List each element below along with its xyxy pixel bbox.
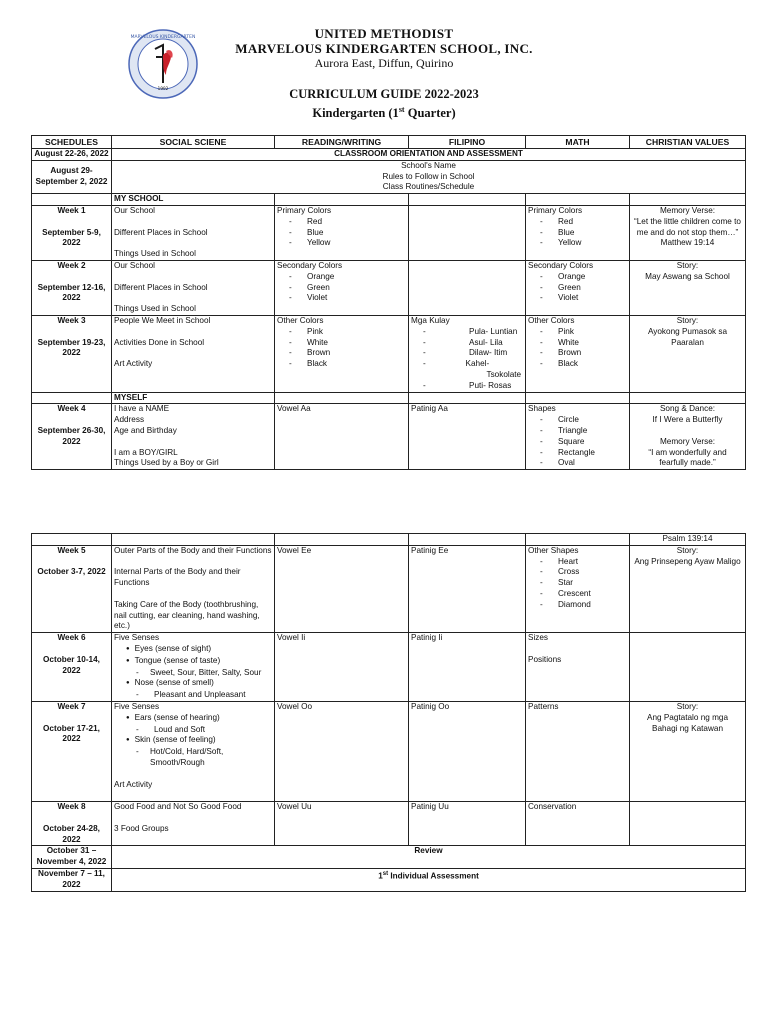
week-dates: September 12-16, 2022 bbox=[37, 282, 106, 303]
list-item: ● Skin (sense of feeling) bbox=[114, 735, 272, 747]
list-item: I have a NAME bbox=[114, 404, 170, 414]
math-cell bbox=[526, 205, 630, 260]
cell-title: Primary Colors bbox=[277, 205, 332, 215]
list-item: Rules to Follow in School bbox=[382, 171, 475, 181]
list-item: Green bbox=[558, 282, 581, 292]
cell-title: Primary Colors bbox=[528, 205, 583, 215]
list-item: Things Used in School bbox=[114, 249, 196, 259]
list-item: ● Nose (sense of smell) bbox=[114, 678, 272, 690]
table-row-week1 bbox=[32, 205, 746, 260]
filipino-cell bbox=[409, 315, 526, 392]
list-item: Positions bbox=[528, 654, 562, 664]
empty-cell bbox=[32, 534, 112, 546]
values-cell bbox=[630, 633, 746, 702]
social-cell bbox=[112, 315, 275, 392]
table-row-psalm bbox=[32, 534, 746, 546]
schedule-cell: October 31 – November 4, 2022 bbox=[32, 846, 112, 869]
week-dates: October 3-7, 2022 bbox=[37, 567, 106, 577]
social-cell bbox=[112, 205, 275, 260]
list-item: Address bbox=[114, 415, 145, 425]
week-label: Week 5 bbox=[57, 545, 86, 555]
empty-cell bbox=[275, 392, 409, 404]
list-item: Brown bbox=[307, 348, 331, 358]
schedule-cell bbox=[32, 633, 112, 702]
social-cell bbox=[112, 260, 275, 315]
list-item: I am a BOY/GIRL bbox=[114, 447, 178, 457]
reading-cell: Vowel Oo bbox=[275, 701, 409, 801]
values-cell bbox=[630, 701, 746, 801]
list-item: Sweet, Sour, Bitter, Salty, Sour bbox=[150, 667, 262, 677]
social-cell bbox=[112, 802, 275, 846]
curriculum-table-1 bbox=[31, 135, 746, 470]
values-cell: Psalm 139:14 bbox=[630, 534, 746, 546]
filipino-cell: Patinig Ii bbox=[409, 633, 526, 702]
math-cell bbox=[526, 315, 630, 392]
table-row-week7 bbox=[32, 701, 746, 801]
social-cell bbox=[112, 404, 275, 470]
empty-cell bbox=[112, 534, 275, 546]
cell-title: Five Senses bbox=[114, 633, 160, 643]
schedule-cell bbox=[32, 260, 112, 315]
list-item: Sizes bbox=[528, 633, 549, 643]
list-item: Taking Care of the Body (toothbrushing, nail cutting, ear cleaning, hand washing, etc.) bbox=[114, 599, 260, 631]
schedule-cell bbox=[32, 701, 112, 801]
table-row-week5 bbox=[32, 545, 746, 632]
schedule-cell: August 29- September 2, 2022 bbox=[32, 160, 112, 193]
empty-cell bbox=[526, 194, 630, 206]
school-name-line2: MARVELOUS KINDERGARTEN SCHOOL, INC. bbox=[235, 41, 533, 56]
empty-cell bbox=[32, 194, 112, 206]
filipino-cell bbox=[409, 260, 526, 315]
review-cell: Review bbox=[112, 846, 746, 869]
school-name-line1: UNITED METHODIST bbox=[314, 26, 454, 41]
list-item: Activities Done in School bbox=[114, 337, 205, 347]
cell-title: Secondary Colors bbox=[277, 260, 343, 270]
week-label: Week 3 bbox=[57, 315, 86, 325]
list-item: Diamond bbox=[558, 599, 591, 609]
table-row-week2 bbox=[32, 260, 746, 315]
list-item: Story: bbox=[676, 315, 699, 325]
empty-cell bbox=[409, 534, 526, 546]
list-item: Brown bbox=[558, 348, 582, 358]
week-dates: September 26-30, 2022 bbox=[37, 425, 106, 446]
school-header bbox=[0, 26, 768, 70]
col-header-filipino: FILIPINO bbox=[409, 136, 526, 149]
filipino-cell bbox=[409, 205, 526, 260]
social-cell bbox=[112, 633, 275, 702]
section-label: MY SCHOOL bbox=[112, 194, 275, 206]
section-row-myself bbox=[32, 392, 746, 404]
list-item: Good Food and Not So Good Food bbox=[114, 802, 242, 812]
week-label: Week 8 bbox=[57, 802, 86, 812]
list-item: Story: bbox=[676, 701, 699, 711]
empty-cell bbox=[409, 392, 526, 404]
reading-cell: Vowel Ii bbox=[275, 633, 409, 702]
list-item: Story: bbox=[676, 545, 699, 555]
list-item: Rectangle bbox=[558, 447, 595, 457]
list-item: Internal Parts of the Body and their Functions bbox=[114, 567, 241, 588]
list-item: Violet bbox=[558, 293, 579, 303]
week-dates: September 5-9, 2022 bbox=[42, 227, 101, 248]
list-item: Red bbox=[307, 216, 323, 226]
math-cell bbox=[526, 545, 630, 632]
list-item: Hot/Cold, Hard/Soft, Smooth/Rough bbox=[150, 747, 224, 767]
reading-cell bbox=[275, 315, 409, 392]
list-item: Pink bbox=[558, 326, 574, 336]
week-label: Week 4 bbox=[57, 404, 86, 414]
list-item: ● Eyes (sense of sight) bbox=[114, 644, 272, 656]
list-item: Asul bbox=[469, 337, 485, 347]
list-item: Memory Verse: bbox=[659, 205, 716, 215]
values-cell bbox=[630, 404, 746, 470]
math-cell bbox=[526, 404, 630, 470]
list-item: “I am wonderfully and bbox=[648, 447, 727, 457]
filipino-cell: Patinig Ee bbox=[409, 545, 526, 632]
table-header-row bbox=[32, 136, 746, 149]
schedule-cell bbox=[32, 404, 112, 470]
list-item: White bbox=[307, 337, 328, 347]
table-row-review bbox=[32, 846, 746, 869]
list-item: 3 Food Groups bbox=[114, 823, 169, 833]
empty-cell bbox=[409, 194, 526, 206]
list-item: Different Places in School bbox=[114, 227, 208, 237]
week-dates: September 19-23, 2022 bbox=[37, 337, 106, 358]
schedule-cell: November 7 – 11, 2022 bbox=[32, 868, 112, 891]
reading-cell: Vowel Aa bbox=[275, 404, 409, 470]
list-item: White bbox=[558, 337, 579, 347]
list-item: Pink bbox=[307, 326, 323, 336]
list-item: Black bbox=[558, 359, 579, 369]
list-item: - Itim bbox=[489, 348, 508, 358]
list-item: Ayokong Pumasok sa bbox=[647, 326, 728, 336]
list-item: Bahagi ng Katawan bbox=[651, 723, 723, 733]
reading-cell bbox=[275, 260, 409, 315]
col-header-math: MATH bbox=[526, 136, 630, 149]
list-item: Yellow bbox=[558, 238, 582, 248]
math-cell: Patterns bbox=[526, 701, 630, 801]
list-item: Art Activity bbox=[114, 359, 153, 369]
schedule-cell bbox=[32, 545, 112, 632]
empty-cell bbox=[526, 534, 630, 546]
list-item: Puti bbox=[469, 380, 484, 390]
list-item: Orange bbox=[307, 271, 335, 281]
school-address: Aurora East, Diffun, Quirino bbox=[314, 56, 454, 70]
list-item: Song & Dance: bbox=[659, 404, 716, 414]
col-header-values: CHRISTIAN VALUES bbox=[630, 136, 746, 149]
list-item: Orange bbox=[558, 271, 586, 281]
filipino-cell: Patinig Oo bbox=[409, 701, 526, 801]
week-dates: October 17-21, 2022 bbox=[43, 723, 100, 744]
week-label: Week 2 bbox=[57, 260, 86, 270]
list-item: Ang Prinsepeng Ayaw Maligo bbox=[634, 556, 741, 566]
list-item: Paaralan bbox=[671, 337, 704, 347]
list-item: - Rosas bbox=[483, 380, 512, 390]
list-item: fearfully made.” bbox=[659, 458, 716, 468]
orientation-items-cell bbox=[112, 160, 746, 193]
list-item: Our School bbox=[114, 205, 155, 215]
table-row-week6 bbox=[32, 633, 746, 702]
list-item: - Luntian bbox=[485, 326, 518, 336]
list-item: Age and Birthday bbox=[114, 425, 177, 435]
list-item: me and do not stop them…” bbox=[636, 227, 739, 237]
list-item: “Let the little children come to bbox=[634, 216, 741, 226]
table-row-week3 bbox=[32, 315, 746, 392]
svg-text:MARVELOUS KINDERGARTEN: MARVELOUS KINDERGARTEN bbox=[130, 35, 196, 40]
values-cell bbox=[630, 315, 746, 392]
list-item: Blue bbox=[307, 227, 324, 237]
svg-text:1992: 1992 bbox=[157, 86, 169, 91]
reading-cell bbox=[275, 205, 409, 260]
list-item: May Aswang sa School bbox=[645, 271, 730, 281]
list-item: Ang Pagtatalo ng mga bbox=[646, 712, 729, 722]
list-item: Different Places in School bbox=[114, 282, 208, 292]
list-item: Things Used by a Boy or Girl bbox=[114, 458, 219, 468]
col-header-social: SOCIAL SCIENE bbox=[112, 136, 275, 149]
list-item: School's Name bbox=[401, 160, 456, 170]
reading-cell: Vowel Ee bbox=[275, 545, 409, 632]
list-item: Our School bbox=[114, 260, 155, 270]
values-cell bbox=[630, 545, 746, 632]
empty-cell bbox=[275, 194, 409, 206]
orientation-cell: CLASSROOM ORIENTATION AND ASSESSMENT bbox=[112, 149, 746, 161]
week-dates: October 24-28, 2022 bbox=[43, 823, 100, 844]
list-item: Loud and Soft bbox=[154, 724, 205, 734]
list-item: Square bbox=[558, 436, 585, 446]
list-item: Blue bbox=[558, 227, 575, 237]
curriculum-table-2 bbox=[31, 533, 746, 892]
list-item: Green bbox=[307, 282, 330, 292]
list-item: Crescent bbox=[558, 588, 591, 598]
table-row-week4 bbox=[32, 404, 746, 470]
list-item: Pula bbox=[469, 326, 486, 336]
section-row-my-school bbox=[32, 194, 746, 206]
cell-title: Other Colors bbox=[528, 315, 575, 325]
list-item: Kahel bbox=[465, 359, 487, 369]
list-item: Pleasant and Unpleasant bbox=[154, 690, 246, 700]
cell-title: Other Colors bbox=[277, 315, 324, 325]
list-item: Red bbox=[558, 216, 574, 226]
cell-title: Shapes bbox=[528, 404, 556, 414]
table-row-assessment bbox=[32, 868, 746, 891]
list-item: Triangle bbox=[558, 425, 588, 435]
empty-cell bbox=[32, 392, 112, 404]
section-label: MYSELF bbox=[112, 392, 275, 404]
week-label: Week 6 bbox=[57, 633, 86, 643]
empty-cell bbox=[275, 534, 409, 546]
cell-title: Five Senses bbox=[114, 701, 160, 711]
table-row-week8 bbox=[32, 802, 746, 846]
list-item: - Lila bbox=[484, 337, 503, 347]
social-cell bbox=[112, 545, 275, 632]
list-item: Yellow bbox=[307, 238, 331, 248]
list-item: Oval bbox=[558, 458, 575, 468]
empty-cell bbox=[630, 392, 746, 404]
math-cell: Conservation bbox=[526, 802, 630, 846]
col-header-reading: READING/WRITING bbox=[275, 136, 409, 149]
empty-cell bbox=[526, 392, 630, 404]
list-item: Art Activity bbox=[114, 779, 153, 789]
col-header-schedules: SCHEDULES bbox=[32, 136, 112, 149]
table-row-orientation bbox=[32, 149, 746, 161]
list-item: Things Used in School bbox=[114, 304, 196, 314]
math-cell bbox=[526, 633, 630, 702]
schedule-cell bbox=[32, 205, 112, 260]
list-item: Matthew 19:14 bbox=[660, 238, 715, 248]
list-item: ● Ears (sense of hearing) bbox=[114, 713, 272, 725]
filipino-cell: Patinig Aa bbox=[409, 404, 526, 470]
list-item: If I Were a Butterfly bbox=[652, 415, 723, 425]
assessment-cell: 1st Individual Assessment bbox=[112, 868, 746, 891]
schedule-cell bbox=[32, 315, 112, 392]
list-item: Class Routines/Schedule bbox=[382, 182, 475, 192]
document-title-block bbox=[0, 87, 768, 121]
list-item: Dilaw bbox=[469, 348, 490, 358]
week-label: Week 7 bbox=[57, 701, 86, 711]
week-label: Week 1 bbox=[57, 205, 86, 215]
list-item: - Tsokolate bbox=[486, 359, 522, 379]
list-item: Cross bbox=[558, 567, 580, 577]
schedule-cell: August 22-26, 2022 bbox=[32, 149, 112, 161]
list-item: Circle bbox=[558, 415, 579, 425]
social-cell bbox=[112, 701, 275, 801]
table-row-aug29 bbox=[32, 160, 746, 193]
values-cell bbox=[630, 205, 746, 260]
cell-title: Other Shapes bbox=[528, 545, 579, 555]
filipino-cell: Patinig Uu bbox=[409, 802, 526, 846]
values-cell bbox=[630, 260, 746, 315]
list-item: ● Tongue (sense of taste) bbox=[114, 656, 272, 668]
cell-title: Secondary Colors bbox=[528, 260, 594, 270]
cell-title: Mga Kulay bbox=[411, 315, 450, 325]
document-subtitle: Kindergarten (1st Quarter) bbox=[312, 105, 456, 121]
list-item: Violet bbox=[307, 293, 328, 303]
empty-cell bbox=[630, 194, 746, 206]
reading-cell: Vowel Uu bbox=[275, 802, 409, 846]
week-dates: October 10-14, 2022 bbox=[43, 654, 100, 675]
list-item: Star bbox=[558, 578, 574, 588]
list-item: Story: bbox=[676, 260, 699, 270]
list-item: Heart bbox=[558, 556, 579, 566]
list-item: People We Meet in School bbox=[114, 315, 211, 325]
schedule-cell bbox=[32, 802, 112, 846]
list-item: Black bbox=[307, 359, 328, 369]
list-item: Outer Parts of the Body and their Functions bbox=[114, 545, 272, 555]
values-cell bbox=[630, 802, 746, 846]
math-cell bbox=[526, 260, 630, 315]
list-item: Memory Verse: bbox=[659, 436, 716, 446]
document-title: CURRICULUM GUIDE 2022-2023 bbox=[289, 87, 479, 101]
